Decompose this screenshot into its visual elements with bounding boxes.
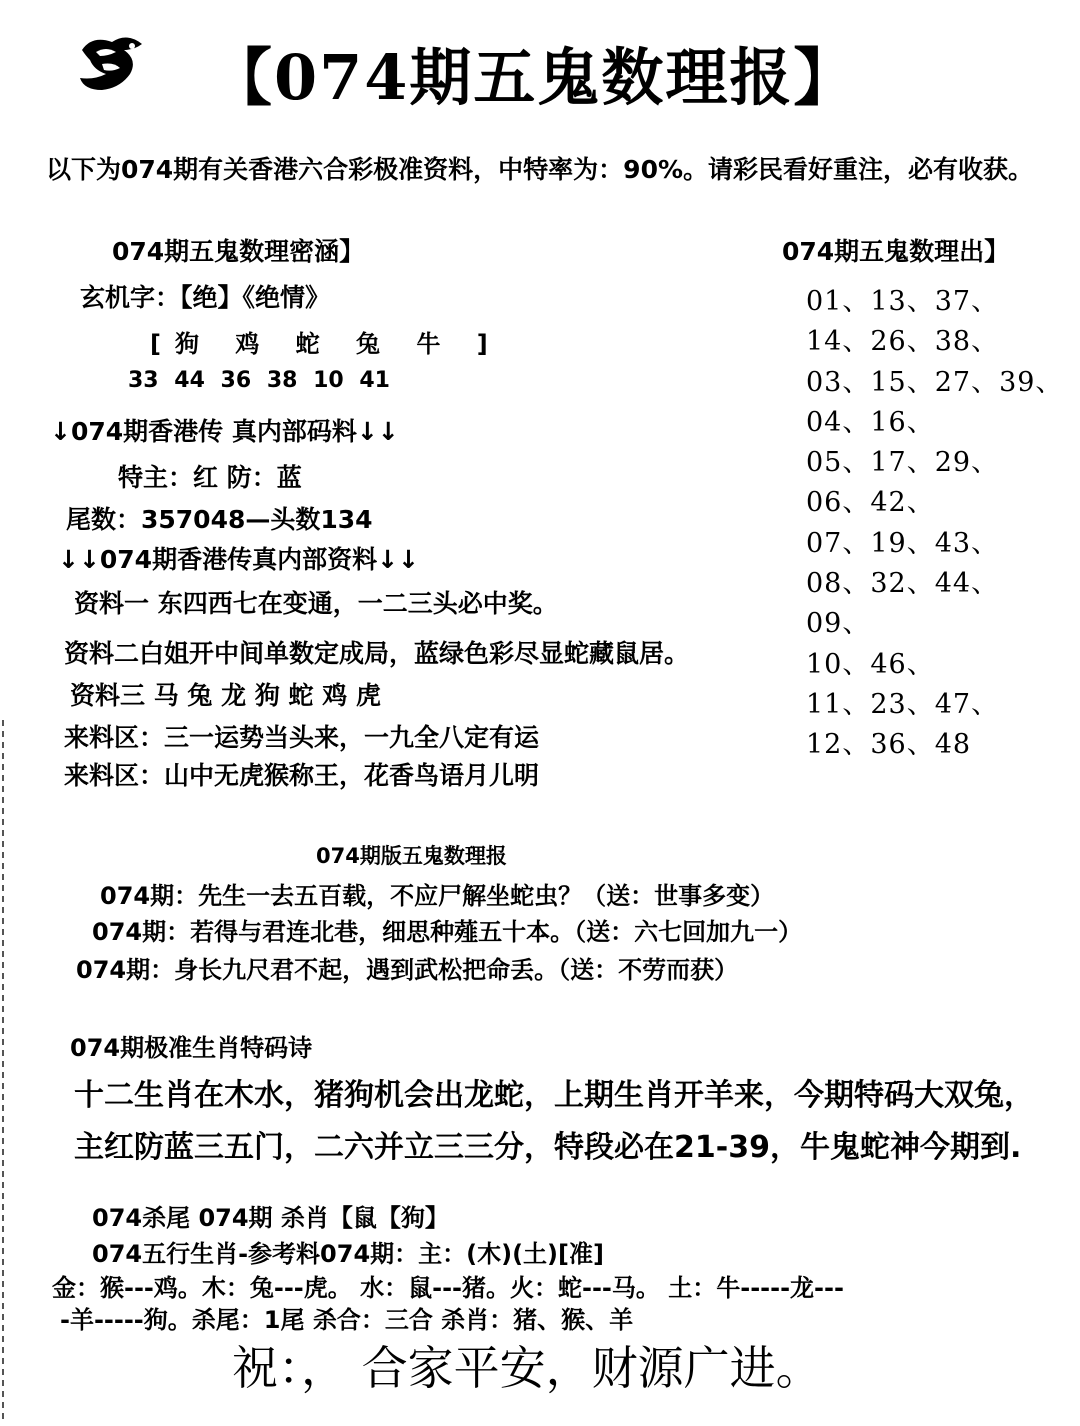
right-section-heading: 074期五鬼数理出】 — [782, 237, 1010, 266]
section2-title: 074期版五鬼数理报 — [316, 844, 507, 868]
list-item: 06、42、 — [806, 487, 935, 519]
wuxing-line: 074五行生肖-参考料074期：主：(木)(土)[准] — [92, 1240, 604, 1268]
lucky-numbers: 33 44 36 38 10 41 — [128, 368, 390, 393]
kill-line: 074杀尾 074期 杀肖【鼠【狗】 — [92, 1204, 449, 1232]
page-title: 【074期五鬼数理报】 — [210, 41, 858, 114]
ziliao-2: 资料二白姐开中间单数定成局，蓝绿色彩尽显蛇藏鼠居。 — [64, 639, 690, 668]
list-item: 03、15、27、39、 — [806, 366, 1064, 398]
list-item: 01、13、37、 — [806, 286, 1000, 317]
list-item: 10、46、 — [806, 648, 935, 680]
te-zhu-line: 特主：红 防：蓝 — [118, 463, 302, 492]
intro-paragraph: 以下为074期有关香港六合彩极准资料，中特率为：90%。请彩民看好重注，必有收获。 — [46, 155, 1034, 184]
dragon-emblem-icon — [72, 30, 154, 100]
riddle-3: 074期：身长九尺君不起，遇到武松把命丢。（送：不劳而获） — [76, 956, 739, 984]
list-item: 05、17、29、 — [806, 447, 1000, 479]
list-item: 11、23、47、 — [806, 688, 1000, 720]
poem-title: 074期极准生肖特码诗 — [70, 1034, 313, 1062]
tail-head-line: 尾数：357048—头数134 — [66, 505, 373, 534]
list-item: 09、 — [806, 608, 871, 640]
list-item: 14、26、38、 — [806, 326, 1000, 358]
poem-line-2: 主红防蓝三五门，二六并立三三分，特段必在21-39，牛鬼蛇神今期到. — [74, 1130, 1022, 1165]
poem-line-1: 十二生肖在木水，猪狗机会出龙蛇，上期生肖开羊来，今期特码大双兔， — [74, 1078, 1034, 1113]
list-item: 07、19、43、 — [806, 527, 1000, 559]
elements-line-1: 金：猴---鸡。木：兔---虎。 水：鼠---猪。火：蛇---马。 土：牛-----龙--- — [52, 1274, 844, 1302]
list-item: 12、36、48 — [806, 729, 972, 761]
laoliao-2: 来料区：山中无虎猴称王，花香鸟语月儿明 — [64, 761, 540, 790]
laoliao-1: 来料区：三一运势当头来，一九全八定有运 — [64, 723, 540, 752]
hk-heading-1: ↓074期香港传 真内部码料↓↓ — [50, 417, 399, 446]
number-list — [806, 282, 1063, 766]
zodiac-bracket: [狗 鸡 蛇 兔 牛 ] — [150, 330, 502, 358]
xuanji-line: 玄机字：【绝】《绝情》 — [80, 283, 331, 312]
riddle-1: 074期：先生一去五百载，不应尸解坐蛇虫？（送：世事多变） — [100, 882, 775, 910]
list-item: 08、32、44、 — [806, 568, 1000, 600]
ziliao-1: 资料一 东四西七在变通，一二三头必中奖。 — [74, 589, 558, 618]
scan-edge-divider — [0, 720, 8, 1420]
left-section-heading: 074期五鬼数理密涵】 — [112, 237, 365, 266]
riddle-2: 074期：若得与君连北巷，细思种薤五十本。（送：六七回加九一） — [92, 918, 803, 946]
list-item: 04、16、 — [806, 406, 935, 438]
blessing-line: 祝：， 合家平安，财源广进。 — [232, 1341, 822, 1395]
hk-heading-2: ↓↓074期香港传真内部资料↓↓ — [58, 545, 419, 574]
ziliao-3: 资料三 马 兔 龙 狗 蛇 鸡 虎 — [70, 681, 381, 710]
elements-line-2: -羊-----狗。杀尾：1尾 杀合：三合 杀肖：猪、猴、羊 — [60, 1306, 634, 1334]
